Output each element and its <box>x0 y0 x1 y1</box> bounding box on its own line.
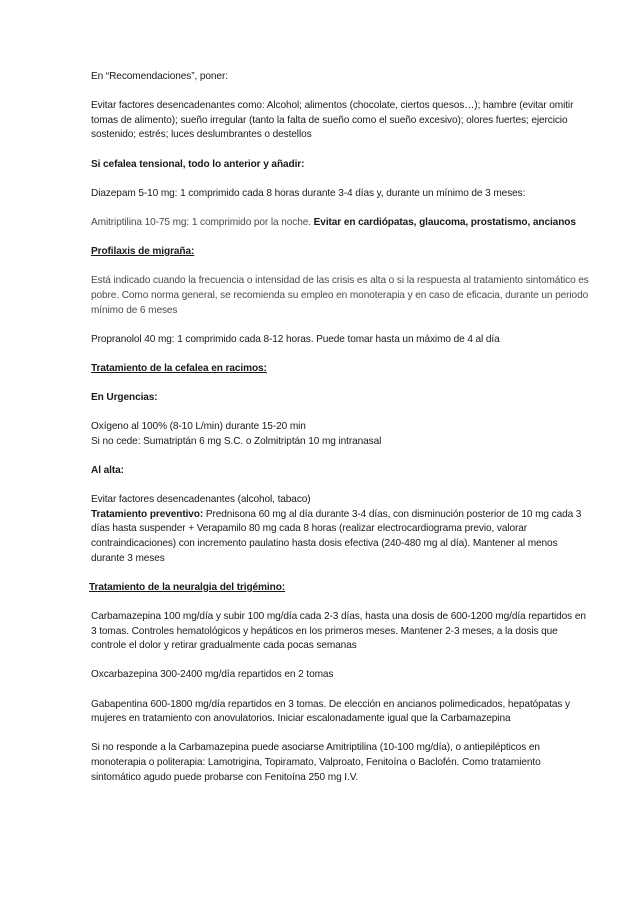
prophylaxis-paragraph: Está indicado cuando la frecuencia o intensidad de las crisis es alta o si la respuesta al tratamiento sintomático es pobre. Como norma general, se recomienda su empleo en monoterapia y en caso de eficacia, durante un periodo mínimo de 6 meses <box>91 275 589 316</box>
discharge-heading: Al alta: <box>91 465 124 477</box>
intro-line: En “Recomendaciones”, poner: <box>91 71 228 82</box>
diazepam-paragraph: Diazepam 5-10 mg: 1 comprimido cada 8 horas durante 3-4 días y, durante un mínimo de 3 meses: <box>91 187 526 199</box>
sumatriptan-line: Si no cede: Sumatriptán 6 mg S.C. o Zolmitriptán 10 mg intranasal <box>91 435 382 447</box>
avoid-triggers-line: Evitar factores desencadenantes (alcohol, tabaco) <box>91 494 311 506</box>
amitriptyline-paragraph <box>91 216 591 231</box>
document-page <box>91 70 591 800</box>
carbamazepine-paragraph: Carbamazepina 100 mg/día y subir 100 mg/día cada 2-3 días, hasta una dosis de 600-1200 mg/día repartidos en 3 tomas. Controles hematológicos y hepáticos en los primeros meses. Mantener 2-3 meses, a la dosis que controle el dolor y retirar gradualmente cada pocas semanas <box>91 610 586 652</box>
propranolol-paragraph: Propranolol 40 mg: 1 comprimido cada 8-12 horas. Puede tomar hasta un máximo de 4 al día <box>91 333 500 345</box>
amitriptyline-text: Amitriptilina 10-75 mg: 1 comprimido por la noche. <box>91 216 314 228</box>
trigeminal-neuralgia-heading: Tratamiento de la neuralgia del trigémino: <box>89 581 286 593</box>
cluster-headache-heading: Tratamiento de la cefalea en racimos: <box>91 362 267 374</box>
triggers-text: Evitar factores desencadenantes como: Alcohol; alimentos (chocolate, ciertos quesos…); hambre (evitar omitir tomas de alimento); sueño irregular (tanto la falta de sueño como el sueño excesivo); olores fuertes; ejercicio sostenido; estrés; luces deslumbrantes o destellos <box>91 100 574 141</box>
triggers-paragraph <box>91 99 591 143</box>
preventive-paragraph <box>91 508 591 566</box>
preventive-label: Tratamiento preventivo: <box>91 508 204 520</box>
amitriptyline-warning: Evitar en cardiópatas, glaucoma, prostatismo, ancianos <box>313 216 576 228</box>
tension-headache-heading: Si cefalea tensional, todo lo anterior y añadir: <box>91 158 305 170</box>
gabapentin-paragraph: Gabapentina 600-1800 mg/día repartidos en 3 tomas. De elección en ancianos polimedicados, hepatópatas y mujeres en tratamiento con anovulatorios. Iniciar escalonadamente igual que la Carbamazepina <box>91 698 571 725</box>
nonresponse-paragraph: Si no responde a la Carbamazepina puede asociarse Amitriptilina (10-100 mg/día), o antiepilépticos en monoterapia o politerapia: Lamotrigina, Topiramato, Valproato, Fenitoína o Baclofén. Como tratamiento sintomático agudo puede probarse con Fenitoína 250 mg I.V. <box>91 742 541 783</box>
oxcarbazepine-paragraph: Oxcarbazepina 300-2400 mg/día repartidos en 2 tomas <box>91 669 334 681</box>
preventive-text: Prednisona 60 mg al día durante 3-4 días, con disminución posterior de 10 mg cada 3 días hasta suspender + Verapamilo 80 mg cada 8 horas (realizar electrocardiograma previo, valorar contraindicaciones) con incremento paulatino hasta dosis efectiva (240-480 mg al día). Mantener al menos durante 3 meses <box>91 508 582 564</box>
migraine-prophylaxis-heading: Profilaxis de migraña: <box>91 246 195 258</box>
oxygen-line: Oxígeno al 100% (8-10 L/min) durante 15-20 min <box>91 421 306 433</box>
emergency-heading: En Urgencias: <box>91 392 158 404</box>
